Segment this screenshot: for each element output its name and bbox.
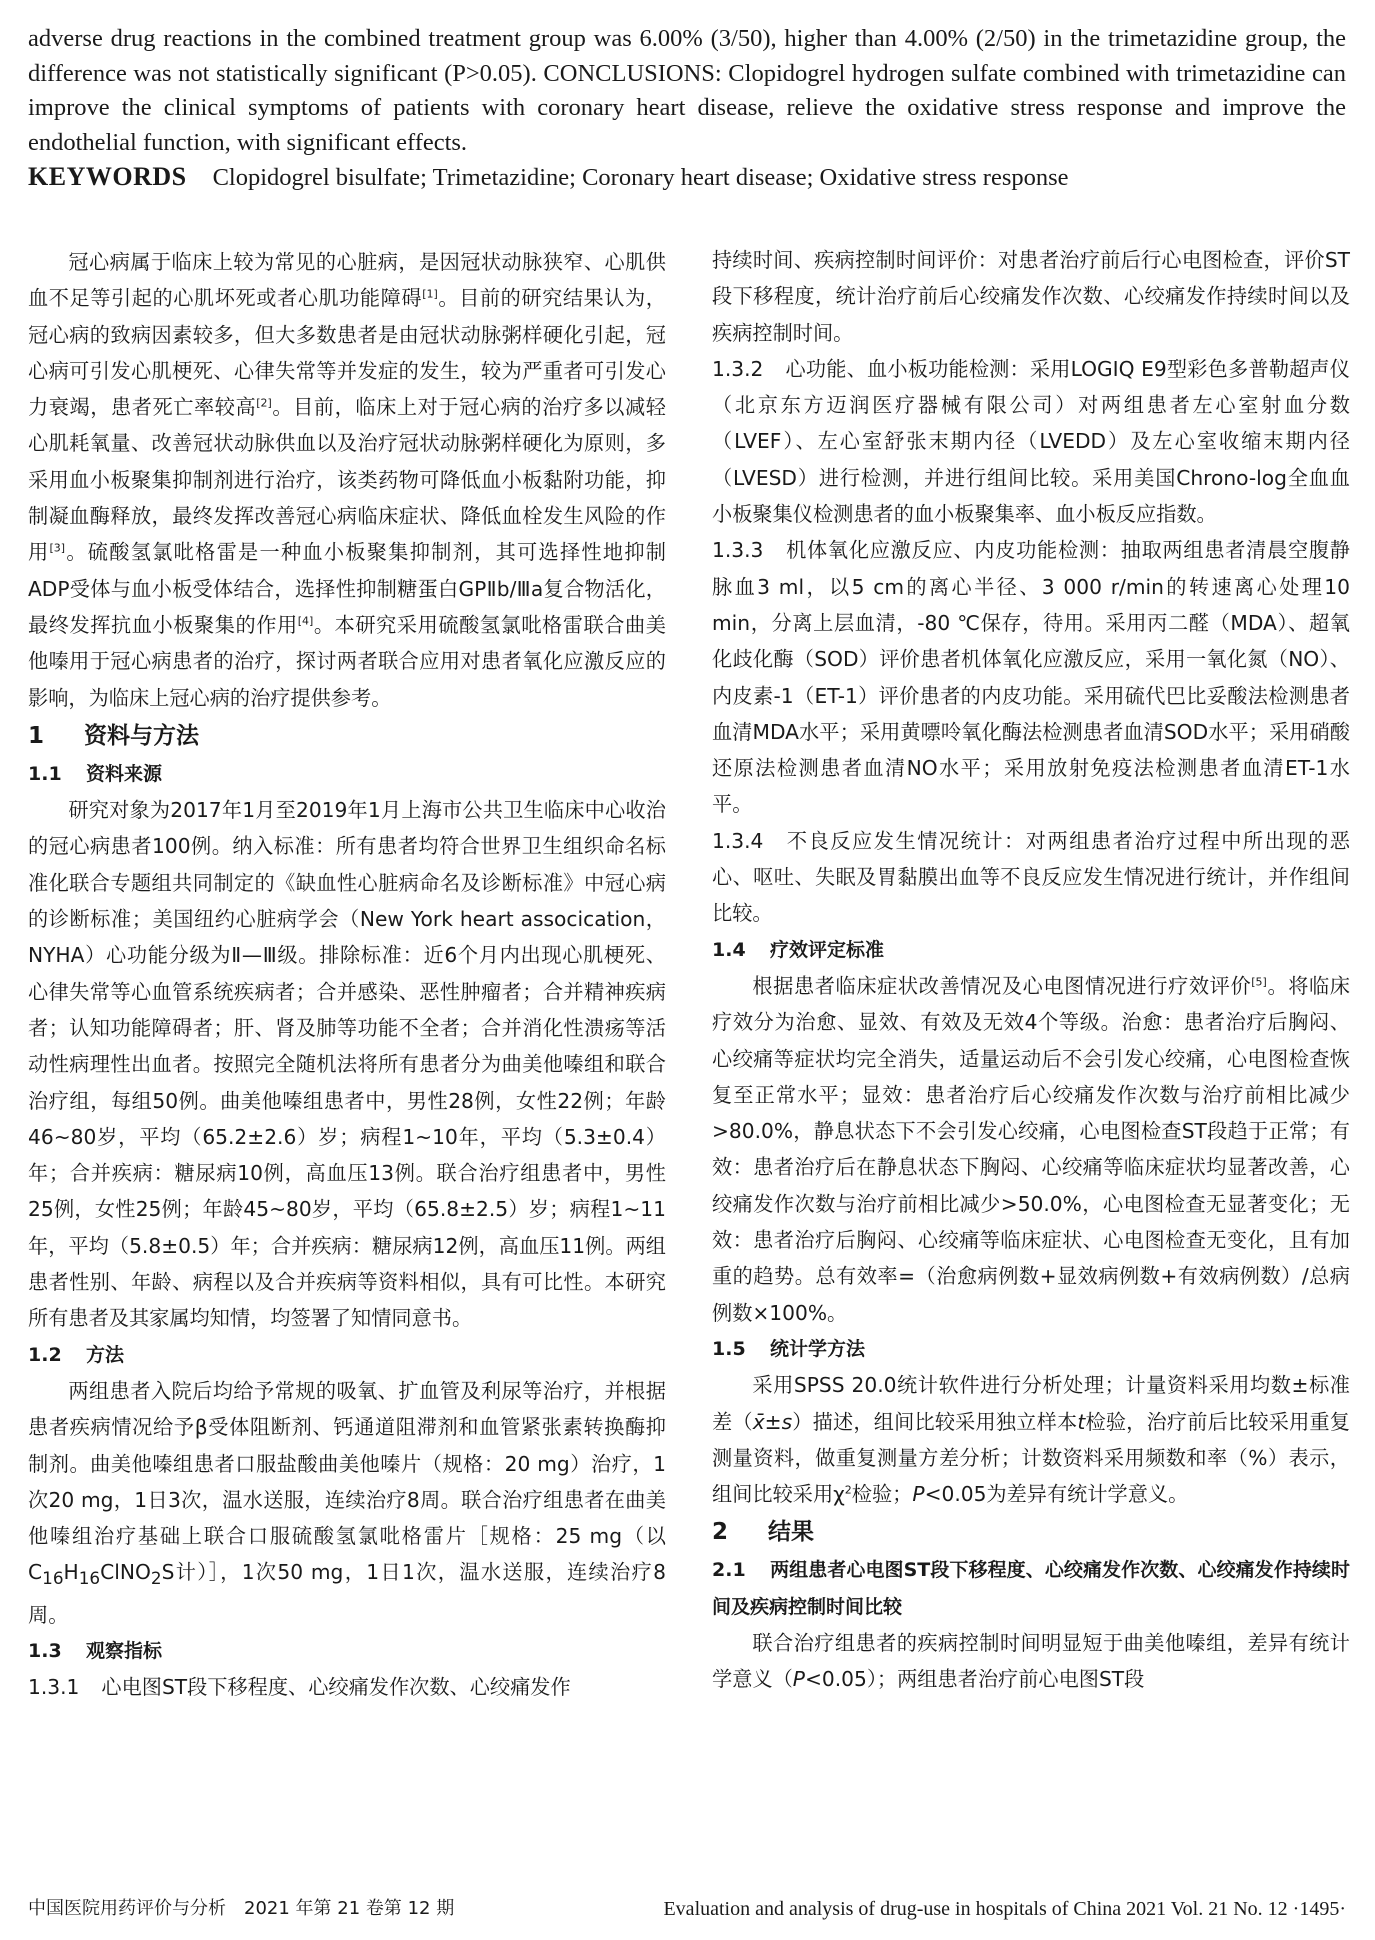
p-symbol: P <box>912 1482 925 1507</box>
section-1-2-title: 方法 <box>86 1343 125 1366</box>
mean-sd-symbol: x̄±s <box>752 1409 793 1434</box>
section-1-3-1-title: 心电图ST段下移程度、心绞痛发作次数、心绞痛发作 <box>101 1675 571 1700</box>
left-column <box>28 244 666 1706</box>
ref-5: [5] <box>1251 975 1267 989</box>
p-symbol-2: P <box>792 1667 805 1692</box>
formula-h: H <box>63 1560 79 1585</box>
section-1-5-heading <box>712 1331 1350 1367</box>
section-1-4-title: 疗效评定标准 <box>770 938 885 961</box>
section-1-3-3 <box>712 532 1350 822</box>
section-2-1-heading <box>712 1552 1350 1625</box>
section-2-1-title: 两组患者心电图ST段下移程度、心绞痛发作次数、心绞痛发作持续时间及疾病控制时间比较 <box>712 1559 1350 1618</box>
section-1-4-text <box>712 968 1350 1331</box>
intro-paragraph <box>28 244 666 716</box>
section-1-3-1-heading <box>28 1669 666 1705</box>
section-1-4-number: 1.4 <box>712 938 746 961</box>
section-1-1-number: 1.1 <box>28 762 62 785</box>
section-2-number: 2 <box>712 1519 729 1546</box>
section-1-5-text-b: ）描述，组间比较采用独立样本 <box>792 1409 1078 1434</box>
section-1-1-title: 资料来源 <box>86 762 163 785</box>
intro-text-4: 。硫酸氢氯吡格雷是一种血小板聚集抑制剂，其可选择性地抑制ADP受体与血小板受体结合，选择性抑制糖蛋白GPⅡb/Ⅲa复合物活化，最终发挥抗血小板聚集的作用 <box>28 540 666 637</box>
section-1-2-text <box>28 1373 666 1633</box>
section-1-3-4-text: 不良反应发生情况统计：对两组患者治疗过程中所出现的恶心、呕吐、失眠及胃黏膜出血等不良反应发生情况进行统计，并作组间比较。 <box>712 828 1350 926</box>
section-1-5-text-d: 检验； <box>851 1482 913 1507</box>
intro-text-3: 。目前，临床上对于冠心病的治疗多以减轻心肌耗氧量、改善冠状动脉供血以及治疗冠状动脉粥样硬化为原则，多采用血小板聚集抑制剂进行治疗，该类药物可降低血小板黏附功能，抑制凝血酶释放，最终发挥改善冠心病临床症状、降低血栓发生风险的作用 <box>28 395 666 565</box>
section-1-3-number: 1.3 <box>28 1640 62 1663</box>
ref-2: [2] <box>256 396 272 410</box>
section-2-1-text-a: 联合治疗组患者的疾病控制时间明显短于曲美他嗪组，差异有统计学意义（ <box>712 1630 1350 1692</box>
formula-clno: ClNO <box>100 1560 151 1585</box>
intro-text-1: 冠心病属于临床上较为常见的心脏病，是因冠状动脉狭窄、心肌供血不足等引起的心肌坏死或者心肌功能障碍 <box>28 250 666 311</box>
ref-4: [4] <box>297 614 314 628</box>
chi-square-exponent: 2 <box>844 1483 852 1497</box>
section-1-5-number: 1.5 <box>712 1337 746 1360</box>
ref-3: [3] <box>49 541 66 555</box>
section-1-number: 1 <box>28 722 45 749</box>
section-1-title: 资料与方法 <box>84 722 199 749</box>
section-1-3-3-number: 1.3.3 <box>712 538 764 563</box>
abstract-text: adverse drug reactions in the combined treatment group was 6.00% (3/50), higher than 4.00% (2/50) in the trimetazidine group, the difference was not statistically significant (P>0.05). CONCLUSIONS: Clopidogrel hydrogen sulfate combined with trimetazidine can improve the clinical symptoms of patients with coronary heart disease, relieve the oxidative stress response and improve the endothelial function, with significant effects. <box>28 25 1346 156</box>
section-1-5-text-c: 检验，治疗前后比较采用重复测量资料，做重复测量方差分析；计数资料采用频数和率（%）表示，组间比较采用χ <box>712 1409 1350 1507</box>
section-1-3-4-number: 1.3.4 <box>712 828 764 853</box>
section-1-1-text: 研究对象为2017年1月至2019年1月上海市公共卫生临床中心收治的冠心病患者100例。纳入标准：所有患者均符合世界卫生组织命名标准化联合专题组共同制定的《缺血性心脏病命名及诊断标准》中冠心病的诊断标准；美国纽约心脏病学会（New York heart assocication，NYHA）心功能分级为Ⅱ—Ⅲ级。排除标准：近6个月内出现心肌梗死、心律失常等心血管系统疾病者；合并感染、恶性肿瘤者；合并精神疾病者；认知功能障碍者；肝、肾及肺等功能不全者；合并消化性溃疡等活动性病理性出血者。按照完全随机法将所有患者分为曲美他嗪组和联合治疗组，每组50例。曲美他嗪组患者中，男性28例，女性22例；年龄46~80岁，平均（65.2±2.6）岁；病程1~10年，平均（5.3±0.4）年；合并疾病：糖尿病10例，高血压13例。联合治疗组患者中，男性25例，女性25例；年龄45~80岁，平均（65.8±2.5）岁；病程1~11年，平均（5.8±0.5）年；合并疾病：糖尿病12例，高血压11例。两组患者性别、年龄、病程以及合并疾病等资料相似，具有可比性。本研究所有患者及其家属均知情，均签署了知情同意书。 <box>28 798 666 1331</box>
formula-sub-1: 16 <box>42 1568 64 1589</box>
section-1-5-title: 统计学方法 <box>770 1337 866 1360</box>
t-symbol: t <box>1077 1409 1086 1434</box>
section-2-1-text <box>712 1625 1350 1698</box>
section-1-2-text-a: 两组患者入院后均给予常规的吸氧、扩血管及利尿等治疗，并根据患者疾病情况给予β受体阻断剂、钙通道阻滞剂和血管紧张素转换酶抑制剂。曲美他嗪组患者口服盐酸曲美他嗪片（规格：20 mg）治疗，1次20 mg，1日3次，温水送服，连续治疗8周。联合治疗组患者在曲美他嗪组治疗基础上联合口服硫酸氢氯吡格雷片［规格：25 mg（以C <box>28 1378 666 1585</box>
section-1-5-text-e: <0.05为差异有统计学意义。 <box>924 1482 1189 1507</box>
right-column <box>712 242 1350 1698</box>
footer-journal-cn: 中国医院用药评价与分析 2021 年第 21 卷第 12 期 <box>28 1898 455 1919</box>
intro-text-2: 。目前的研究结果认为，冠心病的致病因素较多，但大多数患者是由冠状动脉粥样硬化引起，冠心病可引发心肌梗死、心律失常等并发症的发生，较为严重者可引发心力衰竭，患者死亡率较高 <box>28 286 666 420</box>
keywords-text: Clopidogrel bisulfate; Trimetazidine; Coronary heart disease; Oxidative stress response <box>212 164 1069 191</box>
section-2-heading <box>712 1512 1350 1552</box>
section-1-3-heading <box>28 1633 666 1669</box>
section-1-5-text <box>712 1367 1350 1512</box>
section-1-5-text-a: 采用SPSS 20.0统计软件进行分析处理；计量资料采用均数±标准差（ <box>712 1373 1350 1434</box>
section-1-2-number: 1.2 <box>28 1343 62 1366</box>
keywords-line <box>28 160 1346 196</box>
formula-sub-2: 16 <box>78 1568 101 1589</box>
section-1-4-text-a: 根据患者临床症状改善情况及心电图情况进行疗效评价 <box>752 973 1252 998</box>
intro-text-5: 。本研究采用硫酸氢氯吡格雷联合曲美他嗪用于冠心病患者的治疗，探讨两者联合应用对患者氧化应激反应的影响，为临床上冠心病的治疗提供参考。 <box>28 612 666 710</box>
section-2-1-text-b: <0.05）；两组患者治疗前心电图ST段 <box>804 1667 1145 1692</box>
section-1-4-heading <box>712 932 1350 968</box>
section-1-3-3-text: 机体氧化应激反应、内皮功能检测：抽取两组患者清晨空腹静脉血3 ml，以5 cm的离心半径、3 000 r/min的转速离心处理10 min，分离上层血清，-80 ℃保存，待用。采用丙二醛（MDA）、超氧化歧化酶（SOD）评价患者机体氧化应激反应，采用一氧化氮（NO）、内皮素-1（ET-1）评价患者的内皮功能。采用硫代巴比妥酸法检测患者血清MDA水平；采用黄嘌呤氧化酶法检测患者血清SOD水平；采用硝酸还原法检测患者血清NO水平；采用放射免疫法检测患者血清ET-1水平。 <box>712 538 1350 817</box>
section-1-3-4 <box>712 823 1350 932</box>
section-1-3-2 <box>712 351 1350 532</box>
section-2-1-number: 2.1 <box>712 1559 746 1582</box>
section-2-title: 结果 <box>768 1519 814 1546</box>
section-1-1-heading <box>28 756 666 792</box>
ref-1: [1] <box>422 287 438 301</box>
section-1-2-text-b: S计）］，1次50 mg，1日1次，温水送服，连续治疗8周。 <box>28 1560 666 1627</box>
section-1-3-2-text: 心功能、血小板功能检测：采用LOGIQ E9型彩色多普勒超声仪（北京东方迈润医疗器械有限公司）对两组患者左心室射血分数（LVEF）、左心室舒张末期内径（LVEDD）及左心室收缩末期内径（LVESD）进行检测，并进行组间比较。采用美国Chrono-log全血血小板聚集仪检测患者的血小板聚集率、血小板反应指数。 <box>712 356 1350 527</box>
section-1-4-text-b: 。将临床疗效分为治愈、显效、有效及无效4个等级。治愈：患者治疗后胸闷、心绞痛等症状均完全消失，适量运动后不会引发心绞痛，心电图检查恢复至正常水平；显效：患者治疗后心绞痛发作次数与治疗前相比减少>80.0%，静息状态下不会引发心绞痛，心电图检查ST段趋于正常；有效：患者治疗后在静息状态下胸闷、心绞痛等临床症状均显著改善，心绞痛发作次数与治疗前相比减少>50.0%，心电图检查无显著变化；无效：患者治疗后胸闷、心绞痛等临床症状、心电图检查无变化，且有加重的趋势。总有效率=（治愈病例数+显效病例数+有效病例数）/总病例数×100%。 <box>712 973 1350 1325</box>
abstract-block <box>28 22 1346 196</box>
section-1-3-1-number: 1.3.1 <box>28 1675 80 1700</box>
section-1-3-title: 观察指标 <box>86 1640 163 1663</box>
section-1-2-heading <box>28 1337 666 1373</box>
keywords-label: KEYWORDS <box>28 162 187 191</box>
footer-journal-en: Evaluation and analysis of drug-use in hospitals of China 2021 Vol. 21 No. 12 ·1495· <box>663 1898 1346 1920</box>
section-1-heading <box>28 716 666 756</box>
formula-sub-3: 2 <box>150 1568 162 1589</box>
section-1-3-2-number: 1.3.2 <box>712 356 764 381</box>
section-1-3-1-continued: 持续时间、疾病控制时间评价：对患者治疗前后行心电图检查，评价ST段下移程度，统计治疗前后心绞痛发作次数、心绞痛发作持续时间以及疾病控制时间。 <box>712 248 1350 345</box>
